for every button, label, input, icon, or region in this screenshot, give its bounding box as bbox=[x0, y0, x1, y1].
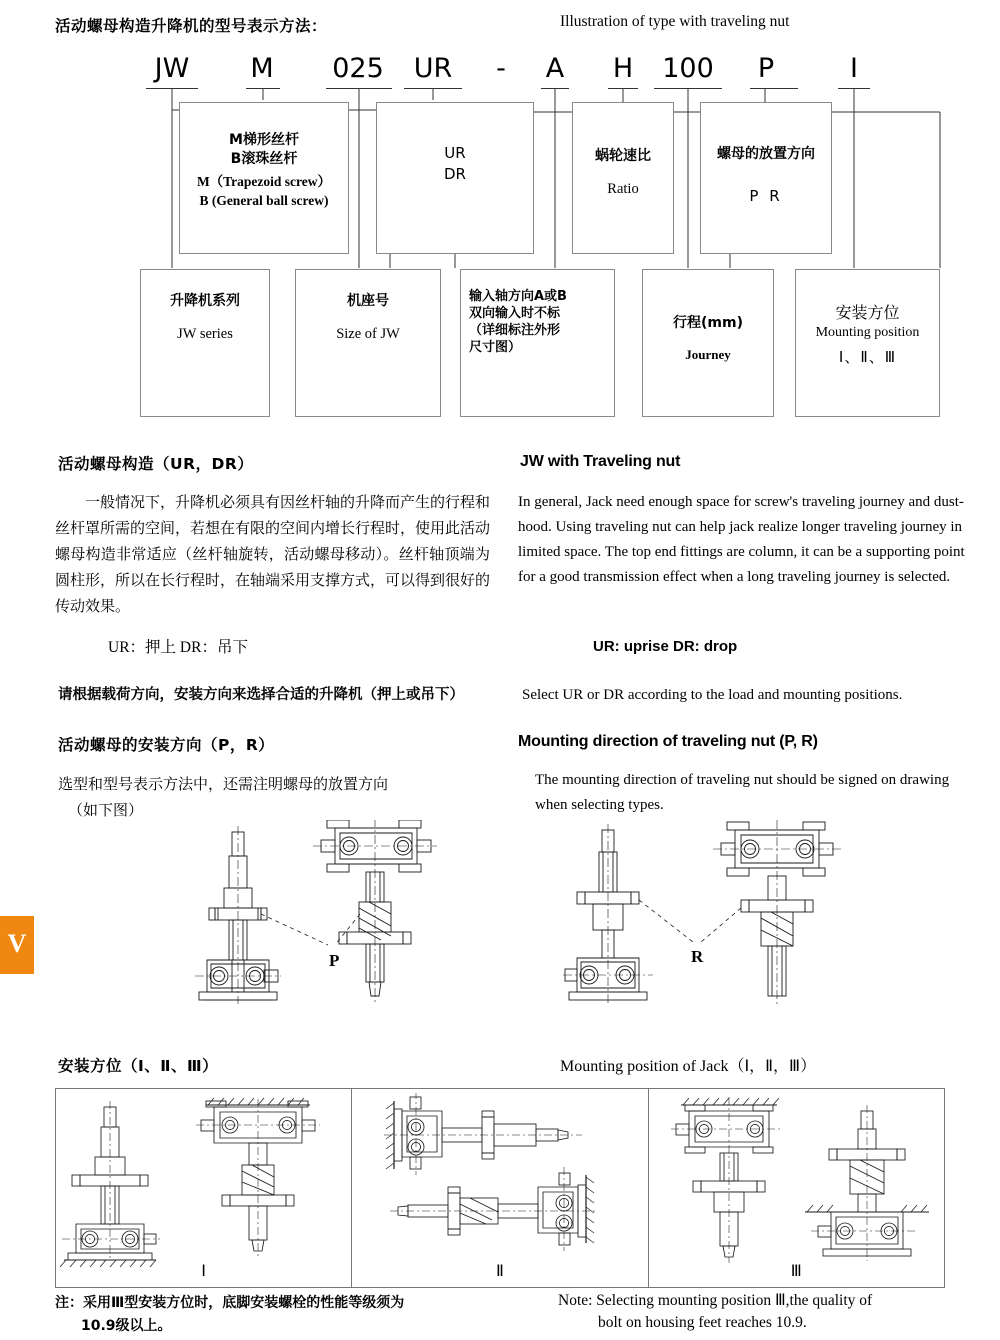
mounting-position-title-cn: 安装方位 bbox=[835, 305, 900, 322]
page-title-cn: 活动螺母构造升降机的型号表示方法： bbox=[55, 17, 328, 35]
input-shaft-line-4: 尺寸图） bbox=[469, 340, 522, 355]
footnote-cn-line-1: 注：采用Ⅲ型安装方位时，底脚安装螺栓的性能等级须为 bbox=[55, 1295, 405, 1311]
diagram-box-series bbox=[140, 269, 270, 417]
mounting-cell-3 bbox=[649, 1089, 944, 1287]
paragraph-mounting-direction-cn-1: 选型和型号表示方法中，还需注明螺母的放置方向 bbox=[58, 777, 389, 793]
footnote-en bbox=[558, 1290, 978, 1334]
mounting-section-heading-cn: 安装方位（Ⅰ、Ⅱ、Ⅲ） bbox=[58, 1057, 219, 1075]
page-title-en: Illustration of type with traveling nut bbox=[560, 13, 790, 30]
input-shaft-line-3: （详细标注外形 bbox=[469, 323, 561, 338]
code-token-dash: - bbox=[496, 53, 506, 84]
mounting-position-values: Ⅰ、Ⅱ、Ⅲ bbox=[838, 350, 897, 366]
size-title-en: Size of JW bbox=[336, 326, 400, 342]
code-token-h: H bbox=[612, 53, 634, 84]
journey-title-en: Journey bbox=[685, 347, 731, 362]
nut-direction-title-cn: 螺母的放置方向 bbox=[717, 146, 815, 162]
section-heading-traveling-nut-cn: 活动螺母构造（UR，DR） bbox=[58, 455, 254, 473]
mounting-section-heading-en: Mounting position of Jack（Ⅰ，Ⅱ，Ⅲ） bbox=[560, 1058, 817, 1075]
diagram-box-screw-type bbox=[179, 102, 349, 254]
paragraph-traveling-nut-en: In general, Jack need enough space for screw's traveling journey and dust-hood. Using traveling nut can help jack realize longer traveling journey in limited space. The top end fittings are column, it can be a supporting point for a good transmission effect when a long traveling journey is selected. bbox=[518, 494, 965, 585]
paragraph-mounting-direction-en: The mounting direction of traveling nut should be signed on drawing when selecting types. bbox=[535, 772, 950, 813]
ratio-title-en: Ratio bbox=[607, 181, 639, 197]
input-shaft-line-2: 双向输入时不标 bbox=[469, 306, 561, 321]
mounting-position-title-en: Mounting position bbox=[815, 325, 920, 340]
ur-dr-value-2: DR bbox=[444, 165, 466, 183]
code-token-100: 100 bbox=[662, 53, 714, 84]
code-token-ur: UR bbox=[413, 53, 453, 84]
mounting-cell-1 bbox=[56, 1089, 352, 1287]
series-title-cn: 升降机系列 bbox=[170, 293, 240, 309]
diagram-box-ur-dr bbox=[376, 102, 534, 254]
input-shaft-line-1: 输入轴方向A或B bbox=[469, 289, 567, 304]
section-heading-traveling-nut-en: JW with Traveling nut bbox=[520, 453, 681, 470]
code-token-jw: JW bbox=[154, 53, 190, 84]
diagram-box-nut-direction bbox=[700, 102, 832, 254]
diagram-box-size bbox=[295, 269, 441, 417]
section-heading-mounting-direction-en: Mounting direction of traveling nut (P, R) bbox=[518, 733, 818, 750]
select-ur-dr-note-en: Select UR or DR according to the load and mounting positions. bbox=[522, 687, 903, 703]
nut-direction-values: P R bbox=[749, 187, 783, 205]
code-token-025: 025 bbox=[332, 53, 384, 84]
load-direction-note-cn: 请根据载荷方向，安装方向来选择合适的升降机（押上或吊下） bbox=[58, 687, 464, 703]
footnote-cn-line-2: 10.9级以上。 bbox=[81, 1318, 172, 1334]
mounting-cell-2-label: Ⅱ bbox=[496, 1263, 504, 1280]
paragraph-traveling-nut-cn: 一般情况下，升降机必须具有因丝杆轴的升降而产生的行程和丝杆罩所需的空间，若想在有限的空间内增长行程时，使用此活动螺母构造非常适应（丝杆轴旋转，活动螺母移动）。丝杆轴顶端为圆柱形，所以在长行程时，在轴端采用支撑方式，可以得到很好的传动效果。 bbox=[55, 495, 491, 615]
screw-type-line-cn-2: B滚珠丝杆 bbox=[230, 151, 298, 167]
screw-type-line-en-2: B (General ball screw) bbox=[199, 193, 329, 208]
section-heading-mounting-direction-cn: 活动螺母的安装方向（P，R） bbox=[58, 736, 275, 754]
page-edge-tab bbox=[0, 916, 34, 974]
figure-traveling-nut-r bbox=[545, 820, 845, 1005]
diagram-box-ratio bbox=[572, 102, 674, 254]
screw-type-line-cn-1: M梯形丝杆 bbox=[229, 132, 299, 148]
paragraph-mounting-direction-cn-2: （如下图） bbox=[68, 803, 144, 819]
footnote-en-line-1: Note: Selecting mounting position Ⅲ,the quality of bbox=[558, 1292, 873, 1309]
mounting-cell-1-label: Ⅰ bbox=[201, 1263, 207, 1280]
series-title-en: JW series bbox=[177, 326, 233, 342]
figure-traveling-nut-p bbox=[185, 820, 485, 1005]
code-token-i: I bbox=[850, 53, 858, 84]
ur-dr-definition-cn: UR：押上 DR：吊下 bbox=[108, 639, 248, 656]
mounting-cell-3-label: Ⅲ bbox=[790, 1263, 802, 1280]
ur-dr-definition-en: UR: uprise DR: drop bbox=[593, 638, 738, 655]
size-title-cn: 机座号 bbox=[347, 293, 389, 309]
code-token-p: P bbox=[757, 53, 775, 84]
code-token-a: A bbox=[545, 53, 565, 84]
mounting-position-table bbox=[55, 1088, 945, 1288]
footnote-cn bbox=[55, 1292, 495, 1338]
diagram-box-mounting-position bbox=[795, 269, 940, 417]
journey-title-cn: 行程(mm) bbox=[673, 315, 743, 331]
diagram-box-input-shaft bbox=[460, 269, 615, 417]
figure-p-label: P bbox=[329, 951, 340, 970]
footnote-en-line-2: bolt on housing feet reaches 10.9. bbox=[598, 1314, 807, 1331]
diagram-box-journey bbox=[642, 269, 774, 417]
mounting-cell-2 bbox=[352, 1089, 648, 1287]
code-token-m: M bbox=[250, 53, 274, 84]
screw-type-line-en-1: M（Trapezoid screw） bbox=[196, 174, 332, 189]
page-edge-tab-label: V bbox=[7, 929, 27, 958]
ur-dr-value-1: UR bbox=[444, 144, 466, 162]
figure-r-label: R bbox=[691, 947, 704, 966]
ratio-title-cn: 蜗轮速比 bbox=[595, 148, 651, 164]
